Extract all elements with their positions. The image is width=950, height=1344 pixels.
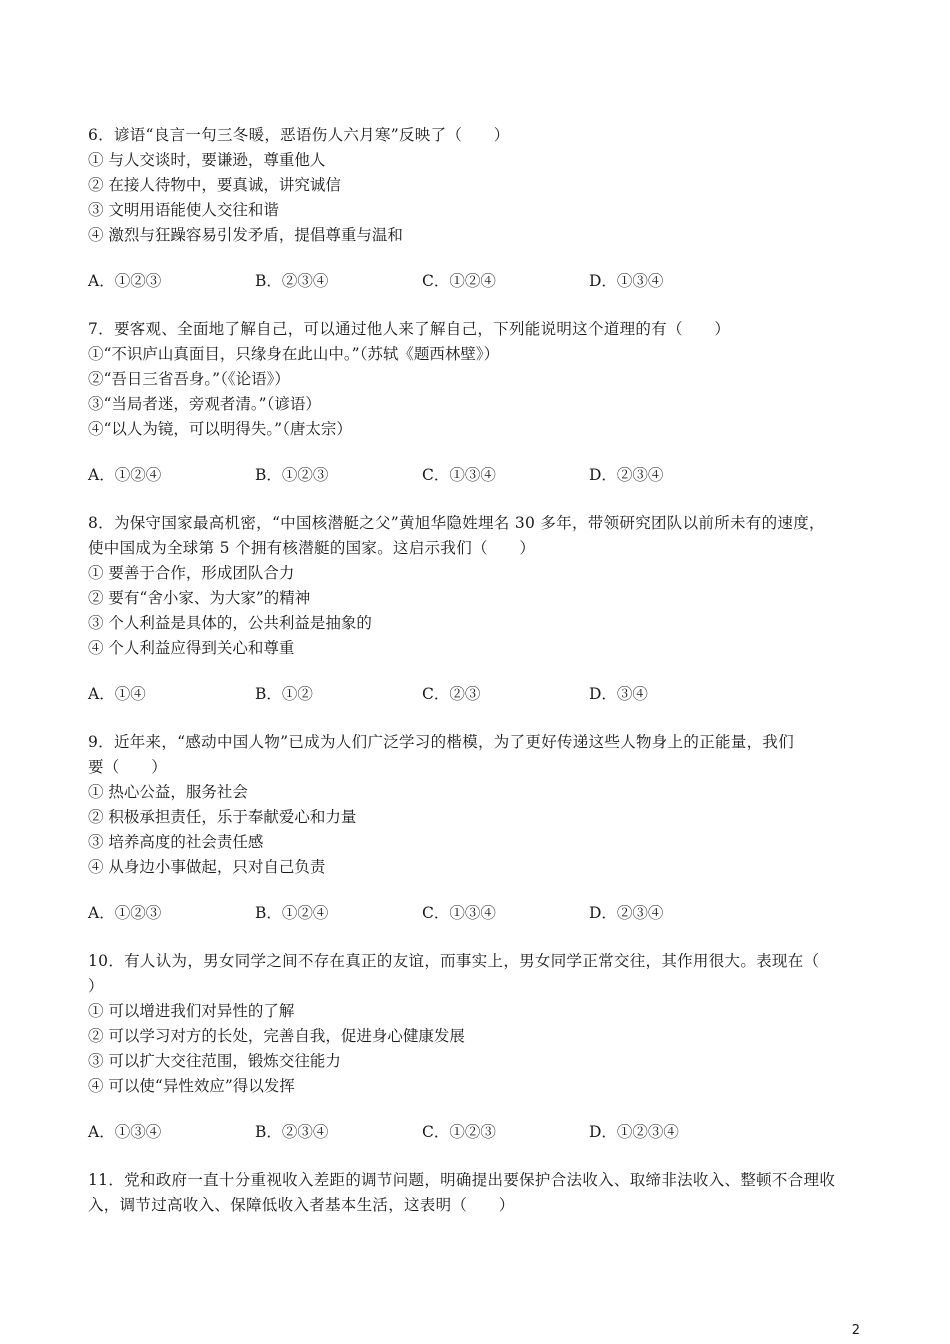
answer-c: C．①②③ [422,1123,496,1141]
answer-d: D．①②③④ [589,1123,679,1141]
question-stem-line-2: ） [88,977,104,995]
option-3: ③ 个人利益是具体的，公共利益是抽象的 [88,614,372,632]
question-7 [88,317,878,488]
answer-b: B．②③④ [255,272,329,290]
option-3: ③ 可以扩大交往范围，锻炼交往能力 [88,1052,341,1070]
option-4: ④“以人为镜，可以明得失。”（唐太宗） [88,420,352,438]
question-stem-line-1: 10．有人认为，男女同学之间不存在真正的友谊，而事实上，男女同学正常交往，其作用很大。表现在（ [88,952,820,970]
option-2: ② 要有“舍小家、为大家”的精神 [88,589,311,607]
option-3: ③ 培养高度的社会责任感 [88,833,264,851]
option-1: ① 要善于合作，形成团队合力 [88,564,295,582]
question-11 [88,1168,878,1218]
question-stem: 6．谚语“良言一句三冬暖，恶语伤人六月寒”反映了（ ） [88,126,510,144]
question-stem-line-1: 11．党和政府一直十分重视收入差距的调节问题，明确提出要保护合法收入、取缔非法收入、整顿不合理收 [88,1171,836,1189]
question-stem-line-1: 8．为保守国家最高机密，“中国核潜艇之父”黄旭华隐姓埋名 30 多年，带领研究团队以前所未有的速度， [88,514,825,532]
answer-d: D．①③④ [589,272,664,290]
answer-c: C．①③④ [422,904,496,922]
answer-c: C．②③ [422,685,481,703]
answer-b: B．①② [255,685,313,703]
question-stem-line-2: 入，调节过高收入、保障低收入者基本生活，这表明（ ） [88,1196,515,1214]
question-stem-line-2: 要（ ） [88,758,168,776]
answer-choices [88,269,878,294]
option-4: ④ 从身边小事做起，只对自己负责 [88,858,326,876]
answer-d: D．③④ [589,685,648,703]
question-6 [88,123,878,294]
answer-d: D．②③④ [589,466,664,484]
question-9 [88,730,878,926]
answer-choices [88,463,878,488]
option-4: ④ 可以使“异性效应”得以发挥 [88,1077,295,1095]
option-1: ① 可以增进我们对异性的了解 [88,1002,295,1020]
option-3: ③“当局者迷，旁观者清。”（谚语） [88,395,321,413]
option-2: ② 可以学习对方的长处，完善自我，促进身心健康发展 [88,1027,465,1045]
option-1: ① 热心公益，服务社会 [88,783,248,801]
question-stem-line-2: 使中国成为全球第 5 个拥有核潜艇的国家。这启示我们（ ） [88,539,536,557]
page-number: 2 [851,1323,860,1338]
answer-a: A．①③④ [88,1123,162,1141]
option-1: ① 与人交谈时，要谦逊，尊重他人 [88,151,326,169]
option-4: ④ 个人利益应得到关心和尊重 [88,639,295,657]
option-1: ①“不识庐山真面目，只缘身在此山中。”（苏轼《题西林壁》） [88,345,500,363]
answer-choices [88,682,878,707]
question-stem: 7．要客观、全面地了解自己，可以通过他人来了解自己，下列能说明这个道理的有（ ） [88,320,731,338]
answer-a: A．①②③ [88,904,162,922]
option-4: ④ 激烈与狂躁容易引发矛盾，提倡尊重与温和 [88,226,403,244]
option-3: ③ 文明用语能使人交往和谐 [88,201,279,219]
answer-c: C．①③④ [422,466,496,484]
option-2: ② 在接人待物中，要真诚，讲究诚信 [88,176,341,194]
answer-b: B．①②④ [255,904,329,922]
answer-d: D．②③④ [589,904,664,922]
answer-c: C．①②④ [422,272,496,290]
answer-a: A．①②③ [88,272,162,290]
answer-choices [88,1120,878,1145]
answer-b: B．②③④ [255,1123,329,1141]
answer-choices [88,901,878,926]
option-2: ② 积极承担责任，乐于奉献爱心和力量 [88,808,357,826]
answer-a: A．①④ [88,685,146,703]
question-stem-line-1: 9．近年来，“感动中国人物”已成为人们广泛学习的楷模，为了更好传递这些人物身上的正能量，我们 [88,733,795,751]
answer-b: B．①②③ [255,466,329,484]
option-2: ②“吾日三省吾身。”（《论语》） [88,370,290,388]
question-8 [88,511,878,707]
question-10 [88,949,878,1145]
answer-a: A．①②④ [88,466,162,484]
